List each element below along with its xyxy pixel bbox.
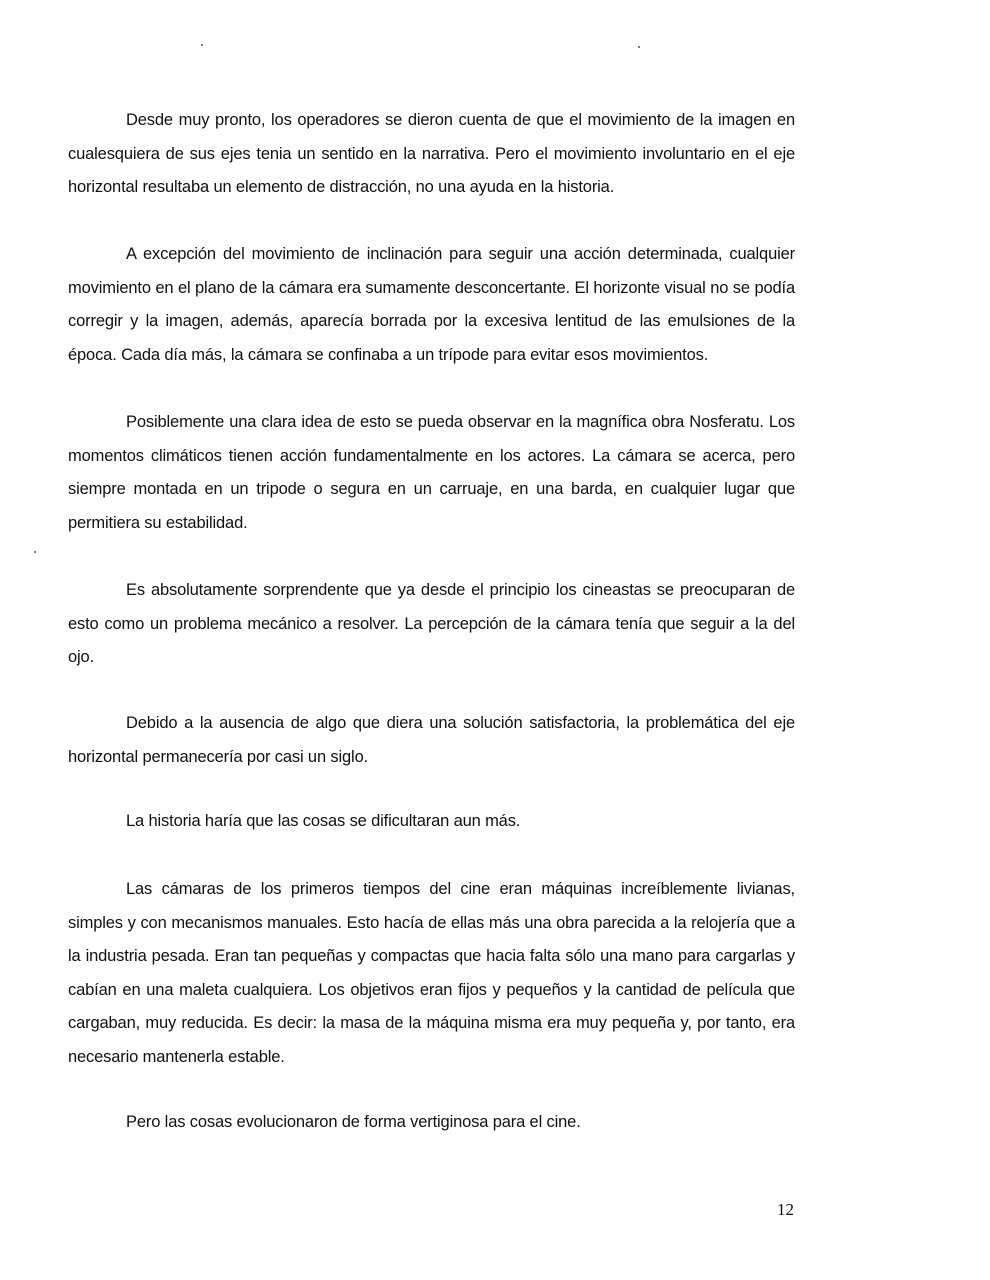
scan-speck <box>201 44 203 46</box>
page-number: 12 <box>777 1200 794 1219</box>
body-paragraph: Posiblemente una clara idea de esto se pueda observar en la magnífica obra Nosferatu. Los momentos climáticos tienen acción fundamentalmente en los actores. La cámara se acerca, pero siempre montada en un tripode o segura en un carruaje, en una barda, en cualquier lugar que permitiera su estabilidad. <box>68 413 795 532</box>
body-paragraph: Debido a la ausencia de algo que diera una solución satisfactoria, la problemática del eje horizontal permanecería por casi un siglo. <box>68 714 795 766</box>
body-paragraph: A excepción del movimiento de inclinación para seguir una acción determinada, cualquier movimiento en el plano de la cámara era sumamente desconcertante. El horizonte visual no se podía corregir y la imagen, además, aparecía borrada por la excesiva lentitud de las emulsiones de la época. Cada día más, la cámara se confinaba a un trípode para evitar esos movimientos. <box>68 245 795 364</box>
body-paragraph: La historia haría que las cosas se dificultaran aun más. <box>126 812 521 830</box>
body-paragraph: Desde muy pronto, los operadores se dieron cuenta de que el movimiento de la imagen en cualesquiera de sus ejes tenia un sentido en la narrativa. Pero el movimiento involuntario en el eje horizontal resultaba un elemento de distracción, no una ayuda en la historia. <box>68 111 795 196</box>
body-paragraph: Las cámaras de los primeros tiempos del cine eran máquinas increíblemente livianas, simples y con mecanismos manuales. Esto hacía de ellas más una obra parecida a la relojería que a la industria pesada. Eran tan pequeñas y compactas que hacia falta sólo una mano para cargarlas y cabían en una maleta cualquiera. Los objetivos eran fijos y pequeños y la cantidad de película que cargaban, muy reducida. Es decir: la masa de la máquina misma era muy pequeña y, por tanto, era necesario mantenerla estable. <box>68 880 795 1066</box>
scan-speck <box>34 551 36 553</box>
body-paragraph: Pero las cosas evolucionaron de forma vertiginosa para el cine. <box>126 1113 581 1131</box>
body-paragraph: Es absolutamente sorprendente que ya desde el principio los cineastas se preocuparan de esto como un problema mecánico a resolver. La percepción de la cámara tenía que seguir a la del ojo. <box>68 581 795 666</box>
scan-speck <box>638 46 640 48</box>
